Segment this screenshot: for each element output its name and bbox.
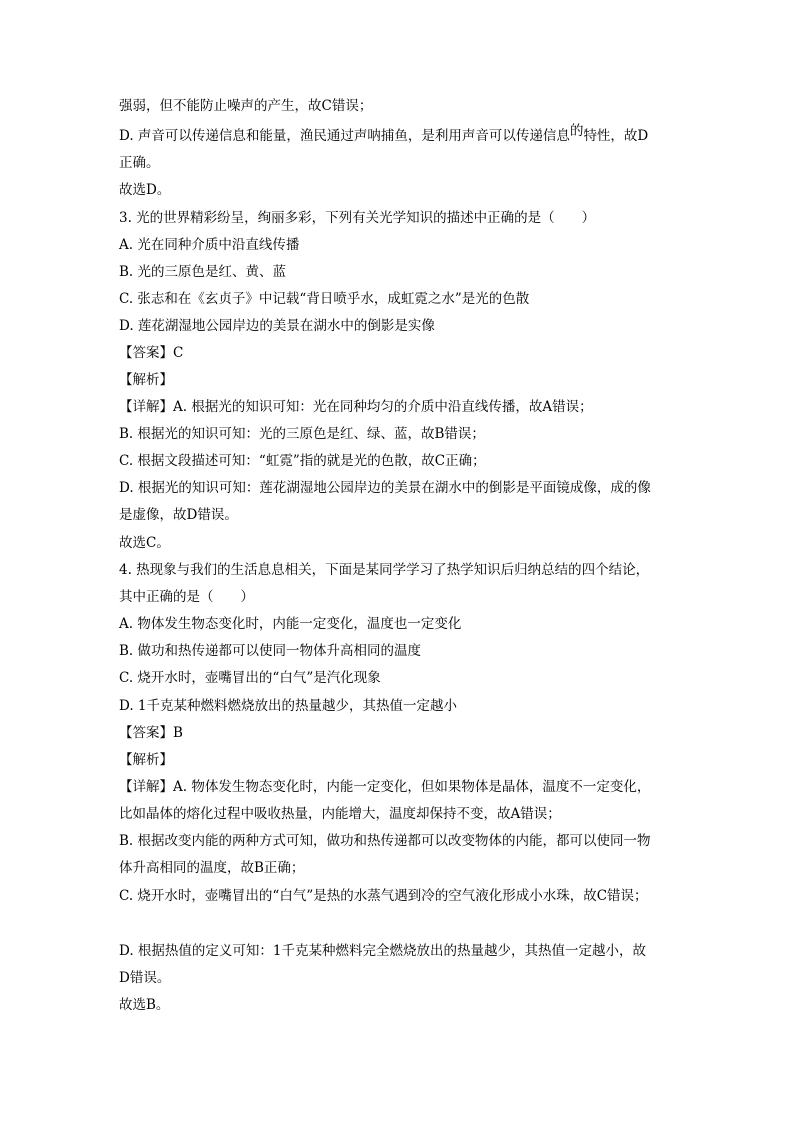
text-line: 故选B。 bbox=[119, 997, 170, 1013]
text-line: B. 根据光的知识可知：光的三原色是红、绿、蓝，故B错误； bbox=[119, 426, 485, 442]
text-line bbox=[119, 123, 649, 146]
text-line: 正确。 bbox=[119, 155, 160, 171]
question-3-option-b: B. 光的三原色是红、黄、蓝 bbox=[119, 264, 287, 280]
text-line: 强弱，但不能防止噪声的产生，故C错误； bbox=[119, 98, 373, 114]
question-4-option-b: B. 做功和热传递都可以使同一物体升高相同的温度 bbox=[119, 643, 422, 659]
question-4-stem: 4. 热现象与我们的生活息息相关，下面是某同学学习了热学知识后归纳总结的四个结论， bbox=[119, 562, 650, 578]
answer-label: 【答案】C bbox=[119, 345, 184, 361]
question-4-option-d: D. 1千克某种燃料燃烧放出的热量越少，其热值一定越小 bbox=[119, 698, 458, 714]
text-line: D. 根据热值的定义可知：1千克某种燃料完全燃烧放出的热量越少，其热值一定越小，故 bbox=[119, 943, 647, 959]
text-span: D. 声音可以传递信息和能量，渔民通过声呐捕鱼，是利用声音可以传递信息 bbox=[119, 128, 570, 144]
text-line: 【详解】A. 根据光的知识可知：光在同种均匀的介质中沿直线传播，故A错误； bbox=[119, 399, 593, 415]
question-3-stem: 3. 光的世界精彩纷呈，绚丽多彩，下列有关光学知识的描述中正确的是（ ） bbox=[119, 210, 596, 226]
question-3-option-d: D. 莲花湖湿地公园岸边的美景在湖水中的倒影是实像 bbox=[119, 318, 435, 334]
analysis-label: 【解析】 bbox=[119, 372, 173, 388]
text-line: 体升高相同的温度，故B正确； bbox=[119, 860, 305, 876]
text-line: D错误。 bbox=[119, 970, 171, 986]
question-3-option-a: A. 光在同种介质中沿直线传播 bbox=[119, 237, 300, 253]
text-line: 故选D。 bbox=[119, 182, 171, 198]
text-line: 故选C。 bbox=[119, 535, 170, 551]
question-4-option-c: C. 烧开水时，壶嘴冒出的“白气”是汽化现象 bbox=[119, 670, 381, 686]
text-line: 是虚像，故D错误。 bbox=[119, 507, 238, 523]
text-line: C. 烧开水时，壶嘴冒出的“白气”是热的水蒸气遇到冷的空气液化形成小水珠，故C错误； bbox=[119, 888, 648, 904]
text-line: C. 根据文段描述可知：“虹霓”指的就是光的色散，故C正确； bbox=[119, 453, 486, 469]
analysis-label: 【解析】 bbox=[119, 752, 173, 768]
text-line: B. 根据改变内能的两种方式可知，做功和热传递都可以改变物体的内能，都可以使同一物 bbox=[119, 833, 651, 849]
question-4-option-a: A. 物体发生物态变化时，内能一定变化，温度也一定变化 bbox=[119, 616, 462, 632]
text-span: 特性，故D bbox=[583, 128, 649, 144]
superscript-char: 的 bbox=[569, 123, 584, 139]
question-4-stem-cont: 其中正确的是（ ） bbox=[119, 589, 254, 605]
text-line: 比如晶体的熔化过程中吸收热量，内能增大，温度却保持不变，故A错误； bbox=[119, 806, 561, 822]
question-3-option-c: C. 张志和在《玄贞子》中记载“背日喷乎水，成虹霓之水”是光的色散 bbox=[119, 291, 530, 307]
answer-label: 【答案】B bbox=[119, 725, 183, 741]
text-line: 【详解】A. 物体发生物态变化时，内能一定变化，但如果物体是晶体，温度不一定变化， bbox=[119, 779, 651, 795]
text-line: D. 根据光的知识可知：莲花湖湿地公园岸边的美景在湖水中的倒影是平面镜成像，成的像 bbox=[119, 480, 651, 496]
